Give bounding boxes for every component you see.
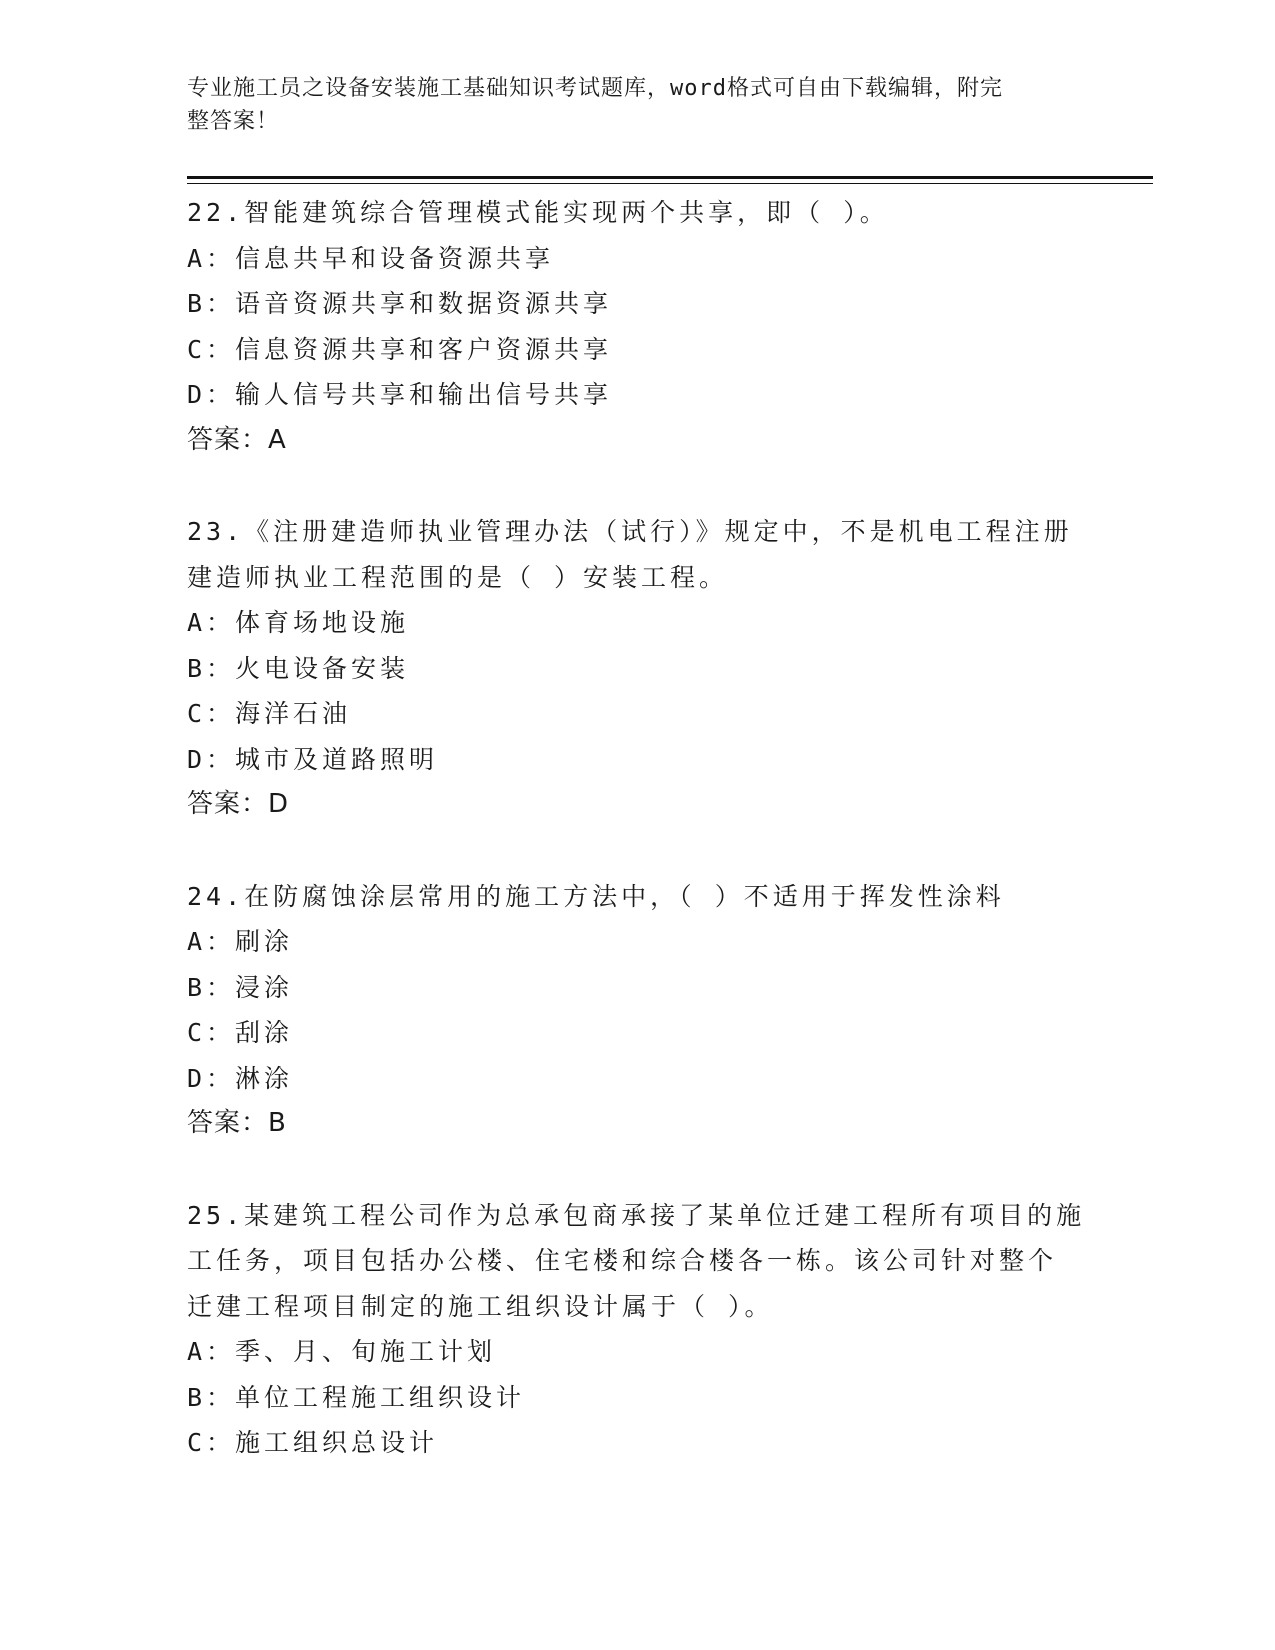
- question-option: B：语音资源共享和数据资源共享: [187, 289, 613, 318]
- question-list: [187, 190, 1087, 1512]
- question-answer: 答案：B: [187, 1108, 287, 1138]
- document-header: [187, 72, 1067, 138]
- question-block: [187, 874, 1087, 1147]
- question-option: B：浸涂: [187, 972, 294, 1002]
- question-block: [187, 509, 1087, 828]
- question-option: C：海洋石油: [187, 699, 352, 728]
- question-stem: 25.某建筑工程公司作为总承包商承接了某单位迁建工程所有项目的施: [187, 1200, 1086, 1230]
- question-answer: 答案：A: [187, 424, 287, 455]
- question-option: B：火电设备安装: [187, 653, 410, 683]
- question-option: D：输人信号共享和输出信号共享: [187, 380, 613, 409]
- question-option: C：信息资源共享和客户资源共享: [187, 334, 613, 364]
- question-option: A：体育场地设施: [187, 608, 410, 637]
- question-option: D：淋涂: [187, 1063, 294, 1093]
- question-option: B：单位工程施工组织设计: [187, 1382, 526, 1412]
- question-stem: 23.《注册建造师执业管理办法（试行）》规定中，不是机电工程注册: [187, 517, 1073, 546]
- question-option: D：城市及道路照明: [187, 744, 439, 774]
- question-block: [187, 1193, 1087, 1466]
- header-line-1: 专业施工员之设备安装施工基础知识考试题库，word格式可自由下载编辑，附完: [187, 76, 1003, 101]
- header-line-2: 整答案！: [187, 109, 280, 134]
- question-option: C：施工组织总设计: [187, 1428, 439, 1457]
- question-answer: 答案：D: [187, 789, 290, 819]
- question-stem: 24.在防腐蚀涂层常用的施工方法中，（ ）不适用于挥发性涂料: [187, 881, 1005, 911]
- header-divider-thick: [187, 176, 1153, 179]
- question-stem: 22.智能建筑综合管理模式能实现两个共享，即（ ）。: [187, 198, 889, 227]
- question-stem: 迁建工程项目制定的施工组织设计属于（ ）。: [187, 1291, 774, 1321]
- header-divider-thin: [187, 183, 1153, 184]
- question-stem: 工任务，项目包括办公楼、住宅楼和综合楼各一栋。该公司针对整个: [187, 1246, 1058, 1275]
- question-option: A：信息共早和设备资源共享: [187, 243, 555, 273]
- question-option: A：季、月、旬施工计划: [187, 1337, 497, 1366]
- question-option: C：刮涂: [187, 1018, 294, 1047]
- question-block: [187, 190, 1087, 463]
- question-stem: 建造师执业工程范围的是（ ）安装工程。: [187, 562, 729, 592]
- question-option: A：刷涂: [187, 927, 294, 956]
